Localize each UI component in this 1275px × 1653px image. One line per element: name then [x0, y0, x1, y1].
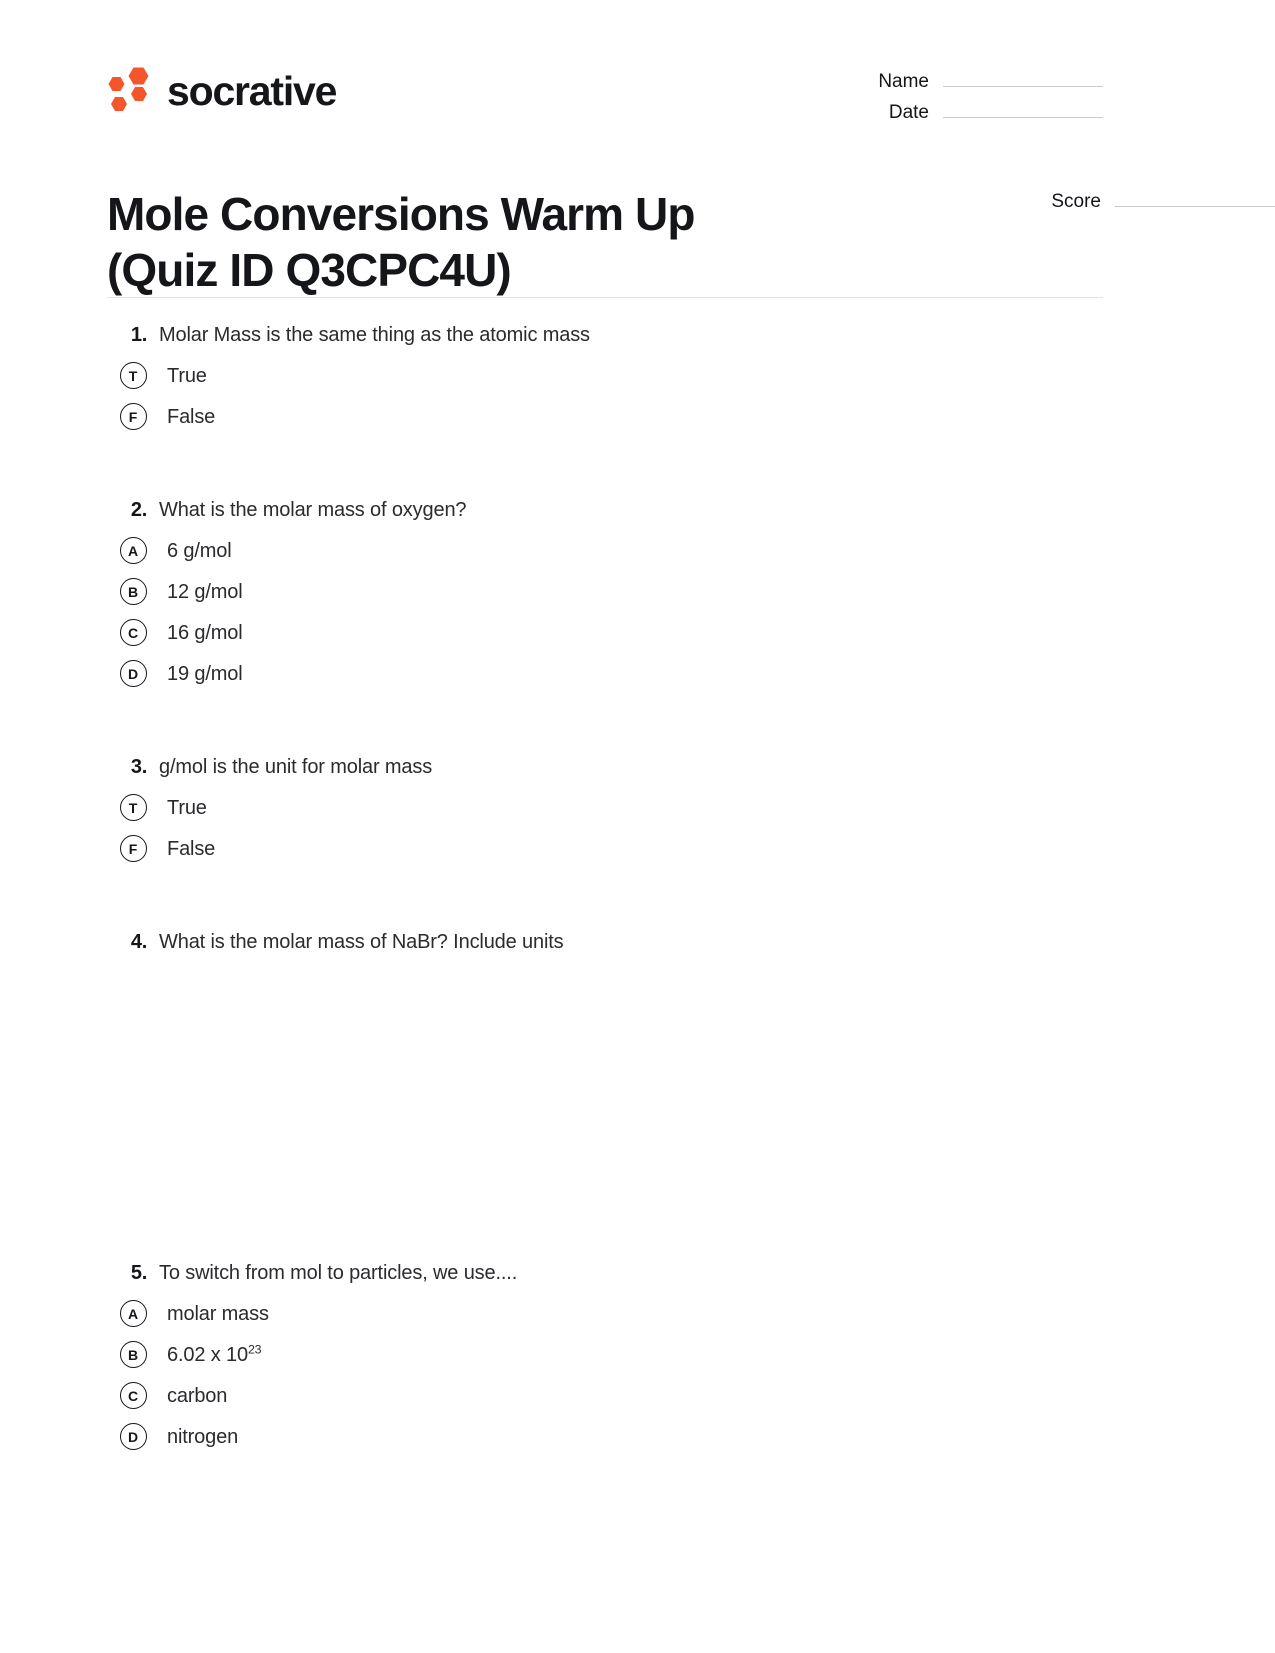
answer-option-a[interactable]: [107, 1293, 1103, 1334]
option-bubble-wrap: [107, 1382, 159, 1409]
question-header: [107, 322, 1103, 349]
option-bubble-wrap: [107, 578, 159, 605]
option-bubble-wrap: [107, 362, 159, 389]
answer-option-b[interactable]: [107, 571, 1103, 612]
option-label-base: 6.02 x 10: [167, 1343, 248, 1366]
option-label: 6 g/mol: [167, 539, 232, 562]
answer-option-b[interactable]: [107, 1334, 1103, 1375]
question-number: 2.: [130, 499, 147, 521]
question-spacer: [107, 869, 1103, 929]
question-text: What is the molar mass of oxygen?: [159, 499, 467, 521]
score-field-input-line[interactable]: [1115, 206, 1275, 207]
question-spacer: [107, 960, 1103, 1260]
question-spacer: [107, 437, 1103, 497]
score-field-row: [975, 192, 1275, 211]
option-label: 12 g/mol: [167, 580, 243, 603]
option-bubble-wrap: [107, 1341, 159, 1368]
answer-option-c[interactable]: [107, 612, 1103, 653]
option-bubble-wrap: [107, 1300, 159, 1327]
name-date-fields: [803, 72, 1103, 134]
name-field-input-line[interactable]: [943, 86, 1103, 87]
question-1: [107, 322, 1103, 437]
option-label: molar mass: [167, 1302, 269, 1325]
header-divider: [107, 297, 1103, 298]
option-bubble-wrap: [107, 835, 159, 862]
brand-name: socrative: [167, 67, 337, 114]
score-field: [975, 192, 1275, 223]
option-bubble-icon[interactable]: A: [120, 1300, 147, 1327]
question-spacer: [107, 694, 1103, 754]
option-label: False: [167, 405, 216, 428]
answer-option-a[interactable]: [107, 530, 1103, 571]
option-bubble-icon[interactable]: D: [120, 1423, 147, 1450]
option-bubble-wrap: [107, 403, 159, 430]
answer-option-f[interactable]: [107, 396, 1103, 437]
option-label: carbon: [167, 1384, 228, 1407]
option-label: nitrogen: [167, 1425, 239, 1448]
answer-option-t[interactable]: [107, 787, 1103, 828]
page-title: Mole Conversions Warm Up (Quiz ID Q3CPC4U): [107, 187, 695, 296]
question-4: [107, 929, 1103, 956]
option-label: 16 g/mol: [167, 621, 243, 644]
answer-option-list: [107, 1293, 1103, 1457]
option-label: [159, 1342, 261, 1368]
question-text: To switch from mol to particles, we use....: [159, 1262, 518, 1284]
question-5: [107, 1260, 1103, 1457]
answer-option-list: [107, 530, 1103, 694]
option-bubble-icon[interactable]: B: [120, 1341, 147, 1368]
question-2: [107, 497, 1103, 694]
answer-option-t[interactable]: [107, 355, 1103, 396]
page-header: [107, 60, 1103, 150]
question-text: g/mol is the unit for molar mass: [159, 756, 433, 778]
option-label-exponent: 23: [247, 1341, 262, 1356]
name-field-label: Name: [878, 71, 929, 92]
answer-option-list: [107, 355, 1103, 437]
question-text: What is the molar mass of NaBr? Include units: [159, 931, 564, 953]
answer-option-list: [107, 787, 1103, 869]
name-field-row: [803, 72, 1103, 91]
option-bubble-icon[interactable]: D: [120, 660, 147, 687]
option-bubble-icon[interactable]: F: [120, 403, 147, 430]
option-label: True: [167, 364, 207, 387]
option-label: 19 g/mol: [167, 662, 243, 685]
answer-option-f[interactable]: [107, 828, 1103, 869]
answer-option-d[interactable]: [107, 1416, 1103, 1457]
question-number: 5.: [130, 1262, 147, 1284]
option-bubble-icon[interactable]: C: [120, 1382, 147, 1409]
option-bubble-icon[interactable]: B: [120, 578, 147, 605]
option-label: False: [167, 837, 216, 860]
option-bubble-wrap: [107, 537, 159, 564]
question-number: 1.: [130, 324, 147, 346]
date-field-row: [803, 103, 1103, 122]
question-header: [107, 497, 1103, 524]
date-field-label: Date: [888, 102, 929, 123]
question-text: Molar Mass is the same thing as the atomic mass: [159, 324, 590, 346]
option-bubble-icon[interactable]: C: [120, 619, 147, 646]
option-bubble-icon[interactable]: A: [120, 537, 147, 564]
option-label: True: [167, 796, 207, 819]
socrative-hexagon-logo-icon: [107, 66, 153, 116]
answer-option-c[interactable]: [107, 1375, 1103, 1416]
option-bubble-icon[interactable]: T: [120, 794, 147, 821]
score-field-label: Score: [1051, 191, 1101, 212]
option-bubble-icon[interactable]: T: [120, 362, 147, 389]
option-bubble-icon[interactable]: F: [120, 835, 147, 862]
option-bubble-wrap: [107, 794, 159, 821]
question-number: 3.: [130, 756, 147, 778]
question-header: [107, 929, 1103, 956]
date-field-input-line[interactable]: [943, 117, 1103, 118]
option-bubble-wrap: [107, 660, 159, 687]
question-header: [107, 754, 1103, 781]
question-list: [107, 322, 1103, 1457]
brand-logo: [107, 66, 336, 116]
option-bubble-wrap: [107, 1423, 159, 1450]
question-3: [107, 754, 1103, 869]
answer-option-d[interactable]: [107, 653, 1103, 694]
question-number: 4.: [130, 931, 147, 953]
option-bubble-wrap: [107, 619, 159, 646]
question-header: [107, 1260, 1103, 1287]
